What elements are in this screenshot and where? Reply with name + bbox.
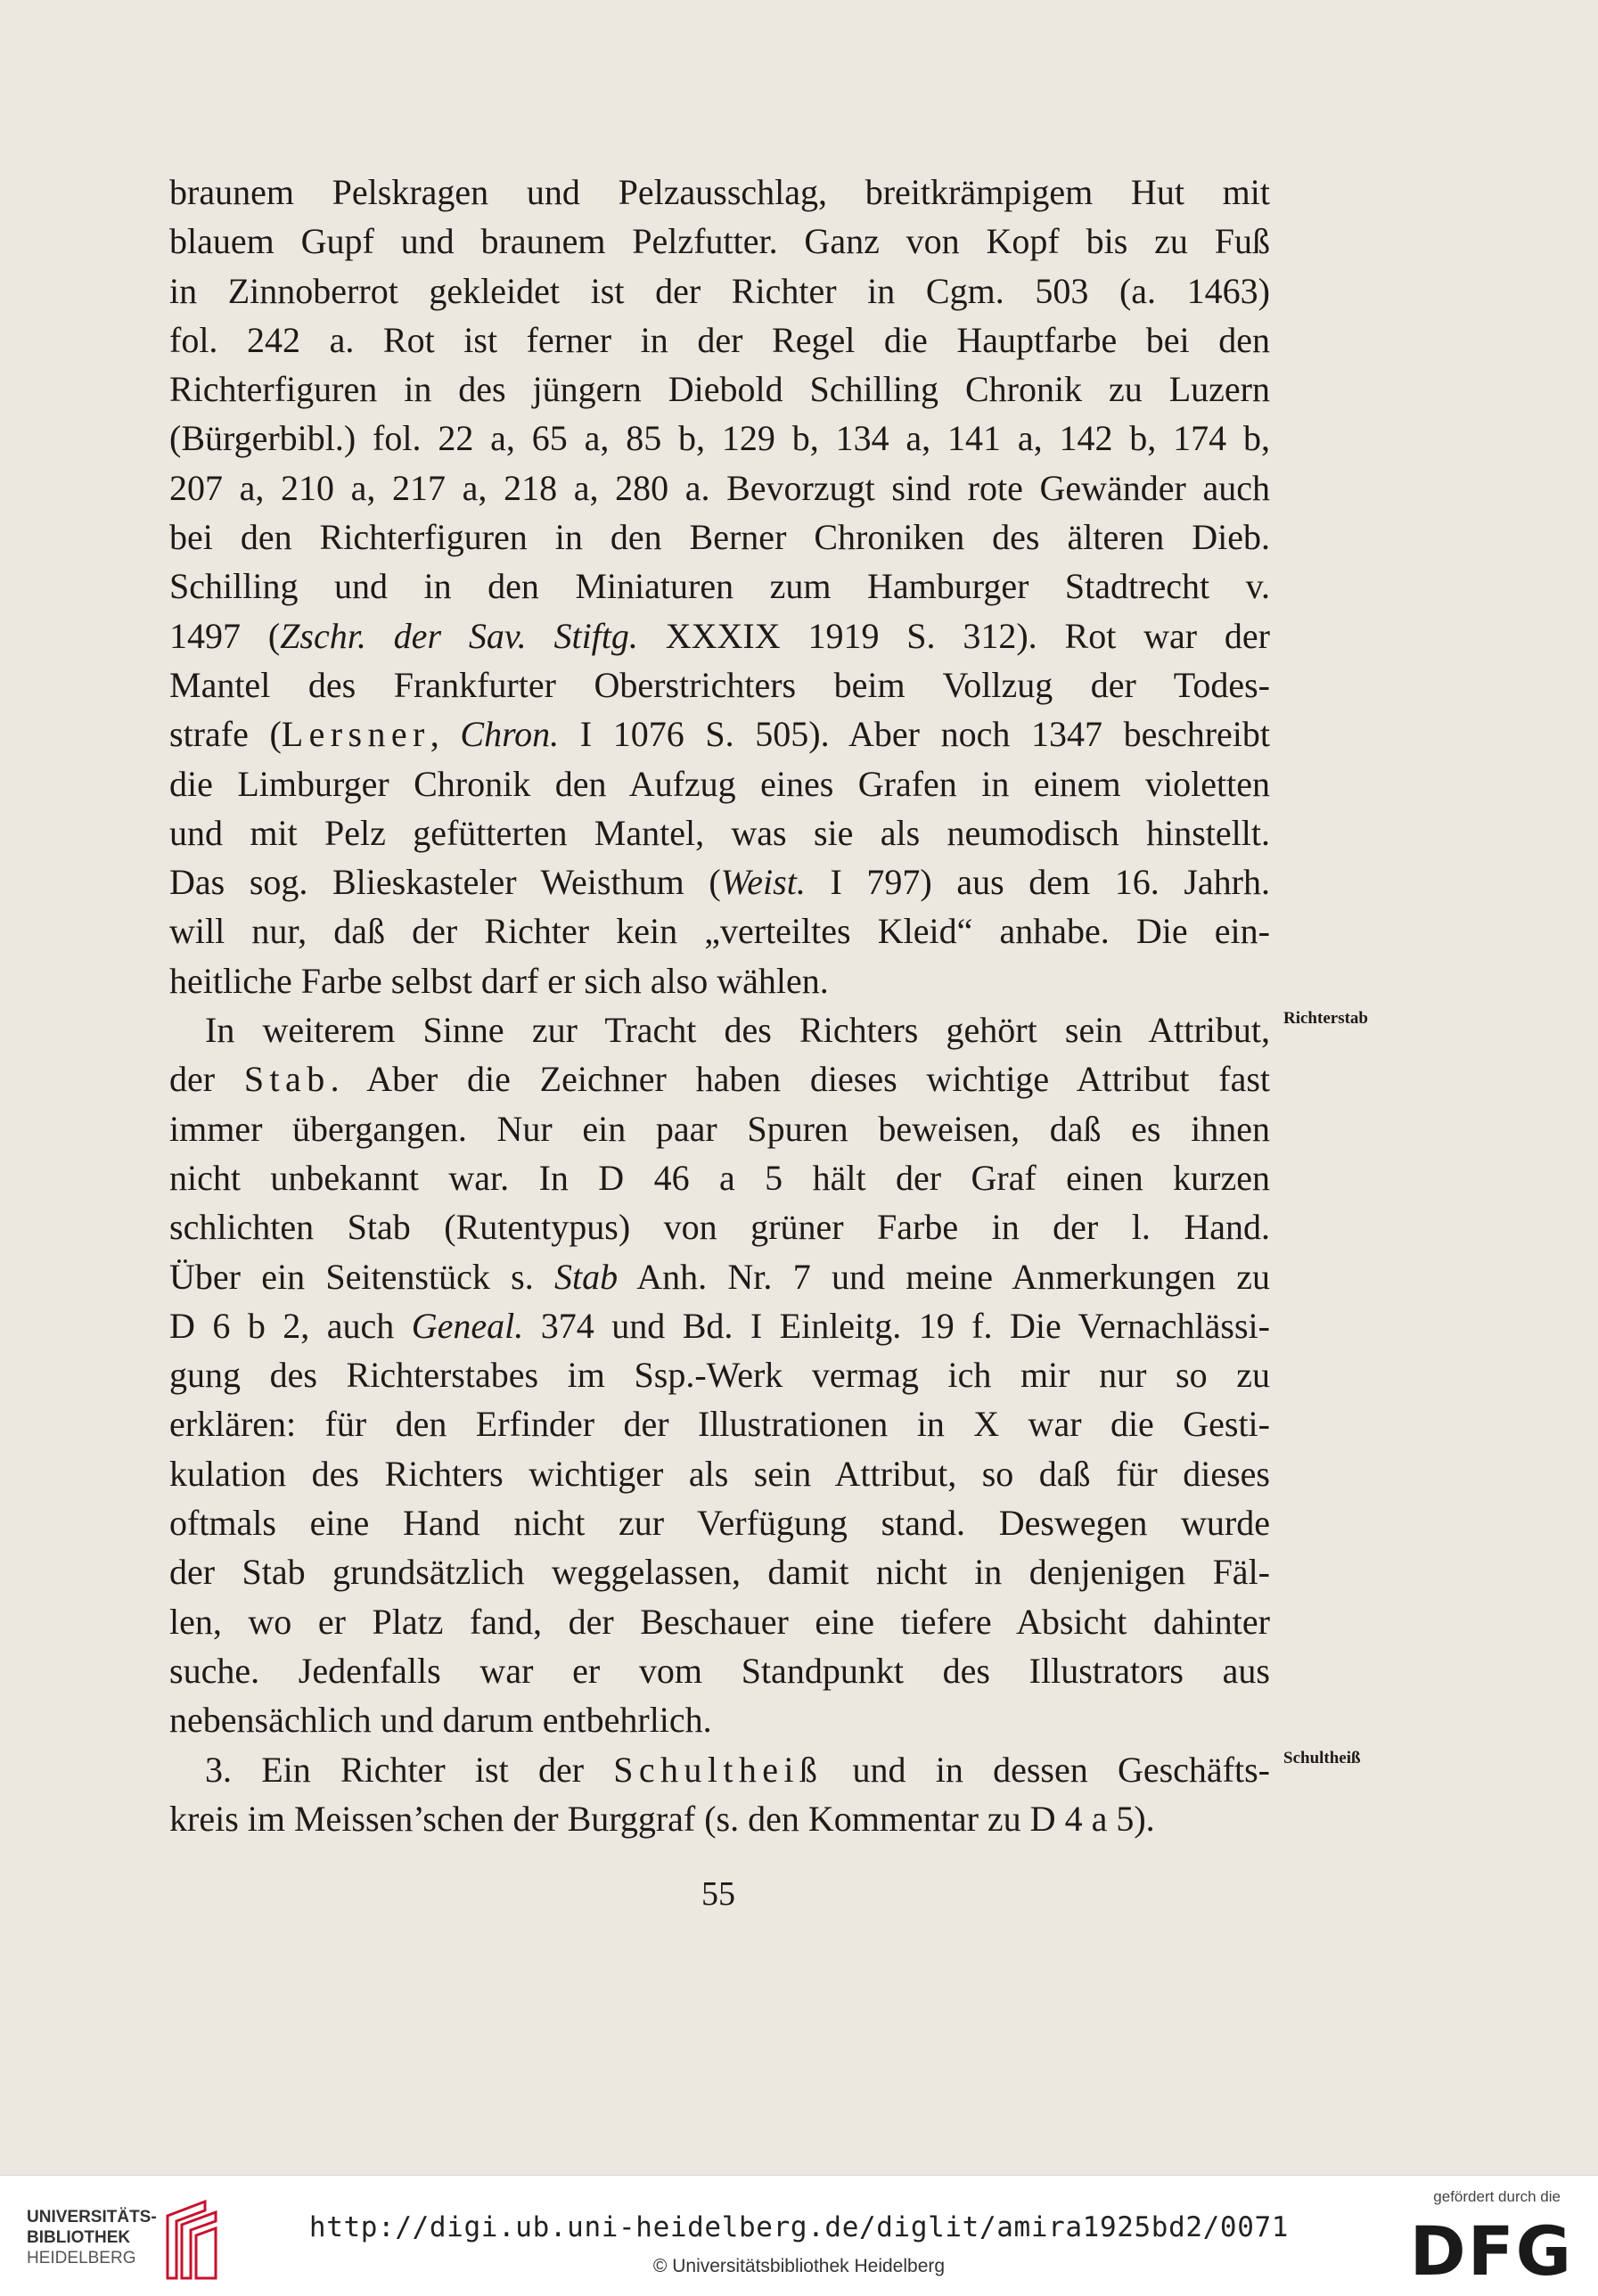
text-line: oftmals eine Hand nicht zur Verfügung stand. Deswegen wurde	[169, 1503, 1270, 1544]
viewer-footer	[0, 2175, 1598, 2296]
text-line: kulation des Richters wichtiger als sein Attribut, so daß für dieses	[169, 1453, 1270, 1494]
text-line: bei den Richterfiguren in den Berner Chroniken des älteren Dieb.	[169, 517, 1270, 558]
text-line: fol. 242 a. Rot ist ferner in der Regel die Hauptfarbe bei den	[169, 319, 1270, 360]
text-line: erklären: für den Erfinder der Illustrationen in X war die Gesti-	[169, 1404, 1270, 1445]
citation-italic: Chron.	[460, 714, 560, 755]
text-line: die Limburger Chronik den Aufzug eines Grafen in einem violetten	[169, 763, 1270, 804]
text-line: 3. Ein Richter ist der Schultheiß und in dessen Geschäfts-	[205, 1749, 1270, 1790]
text-line: will nur, daß der Richter kein „verteiltes Kleid“ anhabe. Die ein-	[169, 911, 1270, 952]
text-line: kreis im Meissen’schen der Burggraf (s. den Kommentar zu D 4 a 5).	[169, 1798, 1155, 1839]
text-line: Schilling und in den Miniaturen zum Hamburger Stadtrecht v.	[169, 566, 1270, 607]
text-line: len, wo er Platz fand, der Beschauer eine tiefere Absicht dahinter	[169, 1601, 1270, 1642]
text-line: 1497 (Zschr. der Sav. Stiftg. XXXIX 1919 S. 312). Rot war der	[169, 615, 1271, 656]
text-line: und mit Pelz gefütterten Mantel, was sie als neumodisch hinstellt.	[169, 812, 1270, 853]
text-line: der Stab grundsätzlich weggelassen, damit nicht in denjenigen Fäl-	[169, 1552, 1270, 1593]
spaced-name: Lersner	[281, 714, 430, 755]
citation-italic: Geneal.	[411, 1305, 524, 1346]
text-line: Richterfiguren in des jüngern Diebold Schilling Chronik zu Luzern	[169, 369, 1270, 410]
body-text	[169, 168, 1270, 1843]
text-line: der Stab. Aber die Zeichner haben dieses wichtige Attribut fast	[169, 1059, 1271, 1100]
text-line: D 6 b 2, auch Geneal. 374 und Bd. I Einleitg. 19 f. Die Vernachlässi-	[169, 1305, 1270, 1346]
text-line: Über ein Seitenstück s. Stab Anh. Nr. 7 und meine Anmerkungen zu	[169, 1256, 1270, 1297]
text-line: nicht unbekannt war. In D 46 a 5 hält der Graf einen kurzen	[169, 1157, 1270, 1198]
permalink-url[interactable]: http://digi.ub.uni-heidelberg.de/diglit/amira1925bd2/0071	[308, 2211, 1290, 2243]
text-line: Das sog. Blieskasteler Weisthum (Weist. I 797) aus dem 16. Jahrh.	[169, 862, 1270, 903]
text-line: blauem Gupf und braunem Pelzfutter. Ganz von Kopf bis zu Fuß	[169, 221, 1270, 262]
text-line: immer übergangen. Nur ein paar Spuren beweisen, daß es ihnen	[169, 1108, 1270, 1149]
text-line: suche. Jedenfalls war er vom Standpunkt des Illustrators aus	[169, 1650, 1270, 1691]
citation-italic: Zschr. der Sav. Stiftg.	[280, 615, 638, 656]
text-line: In weiterem Sinne zur Tracht des Richters gehört sein Attribut,	[205, 1010, 1270, 1051]
spaced-term: Stab	[243, 1059, 331, 1100]
text-line: nebensächlich und darum entbehrlich.	[169, 1700, 712, 1741]
text-line: schlichten Stab (Rutentypus) von grüner Farbe in der l. Hand.	[169, 1207, 1270, 1248]
margin-note-schultheiss: Schultheiß	[1283, 1749, 1361, 1767]
text-line: in Zinnoberrot gekleidet ist der Richter in Cgm. 503 (a. 1463)	[169, 270, 1270, 311]
library-name: UNIVERSITÄTS- BIBLIOTHEK HEIDELBERG	[27, 2208, 157, 2267]
margin-note-richterstab: Richterstab	[1283, 1009, 1368, 1028]
text-line: gung des Richterstabes im Ssp.-Werk vermag ich mir nur so zu	[169, 1355, 1270, 1396]
citation-italic: Weist.	[720, 862, 806, 903]
page-number: 55	[701, 1875, 735, 1913]
text-line: strafe (Lersner, Chron. I 1076 S. 505). Aber noch 1347 beschreibt	[169, 714, 1271, 755]
text-line: braunem Pelskragen und Pelzausschlag, breitkrämpigem Hut mit	[169, 172, 1270, 212]
dfg-logo-icon: DFG	[1409, 2211, 1573, 2291]
funder-caption: gefördert durch die	[1433, 2188, 1561, 2205]
copyright-notice: © Universitätsbibliothek Heidelberg	[652, 2256, 946, 2276]
text-line: (Bürgerbibl.) fol. 22 a, 65 a, 85 b, 129 b, 134 a, 141 a, 142 b, 174 b,	[169, 418, 1270, 459]
spaced-term: Schultheiß	[613, 1749, 824, 1790]
text-line: heitliche Farbe selbst darf er sich also wählen.	[169, 960, 829, 1001]
text-line: 207 a, 210 a, 217 a, 218 a, 280 a. Bevorzugt sind rote Gewänder auch	[169, 467, 1270, 508]
citation-italic: Stab	[554, 1256, 619, 1297]
text-line: Mantel des Frankfurter Oberstrichters beim Vollzug der Todes-	[169, 664, 1270, 705]
